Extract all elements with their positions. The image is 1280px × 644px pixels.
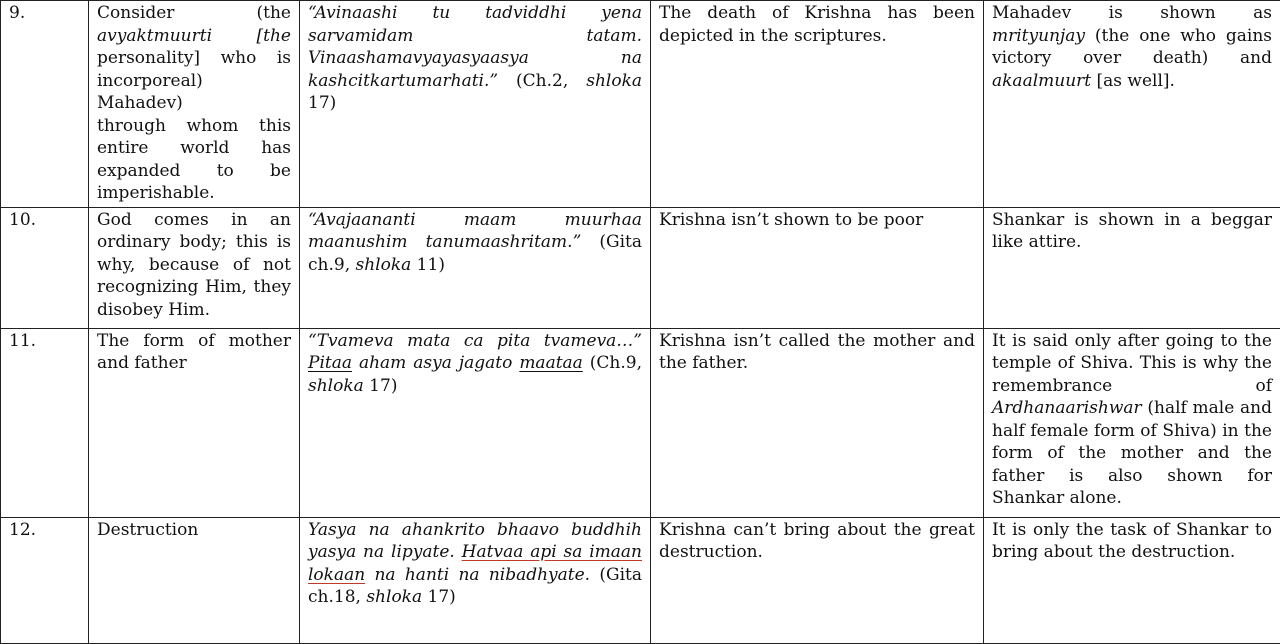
krishna-cell: Krishna isn’t called the mother and the father. [651, 328, 984, 517]
gita-quote-cell: Yasya na ahankrito bhaavo buddhih yasya na lipyate. Hatvaa api sa imaan lokaan na hanti na nibadhyate. (Gita ch.18, shloka 17) [300, 517, 651, 643]
concept-cell [89, 1, 300, 208]
concept-line: Consider (the [97, 2, 291, 25]
concept-cell: The form of mother and father [89, 328, 300, 517]
krishna-cell: The death of Krishna has been depicted in the scriptures. [651, 1, 984, 208]
krishna-cell: Krishna can’t bring about the great destruction. [651, 517, 984, 643]
concept-cell: God comes in an ordinary body; this is why, because of not recognizing Him, they disobey Him. [89, 207, 300, 328]
concept-line: incorporeal) Mahadev) [97, 70, 291, 115]
concept-line: through whom this [97, 115, 291, 138]
concept-line: imperishable. [97, 182, 291, 205]
row-number: 12. [1, 517, 89, 643]
shiva-cell: It is only the task of Shankar to bring about the destruction. [984, 517, 1280, 643]
table-row-10 [1, 207, 1280, 328]
concept-line: expanded to be [97, 160, 291, 183]
row-number: 9. [1, 1, 89, 208]
shiva-cell: Shankar is shown in a beggar like attire. [984, 207, 1280, 328]
concept-line: entire world has [97, 137, 291, 160]
gita-quote-cell: “Avajaananti maam muurhaa maanushim tanumaashritam.” (Gita ch.9, shloka 11) [300, 207, 651, 328]
shiva-cell: It is said only after going to the temple of Shiva. This is why the remembrance of Ardhanaarishwar (half male and half female form of Shiva) in the form of the mother and the father is also shown for Shankar alone. [984, 328, 1280, 517]
gita-quote-cell: “Avinaashi tu tadviddhi yena sarvamidam tatam. Vinaashamavyayasyaasya na kashcitkartumarhati.” (Ch.2, shloka 17) [300, 1, 651, 208]
shiva-cell: Mahadev is shown as mrityunjay (the one who gains victory over death) and akaalmuurt [as well]. [984, 1, 1280, 208]
row-number: 10. [1, 207, 89, 328]
gita-quote-cell: “Tvameva mata ca pita tvameva…” Pitaa aham asya jagato maataa (Ch.9, shloka 17) [300, 328, 651, 517]
row-number: 11. [1, 328, 89, 517]
krishna-cell: Krishna isn’t shown to be poor [651, 207, 984, 328]
table-row-11 [1, 328, 1280, 517]
table-row-12 [1, 517, 1280, 643]
concept-line: personality] who is [97, 47, 291, 70]
table-row-9 [1, 1, 1280, 208]
concept-line: avyaktmuurti [the [97, 25, 291, 48]
concept-cell: Destruction [89, 517, 300, 643]
